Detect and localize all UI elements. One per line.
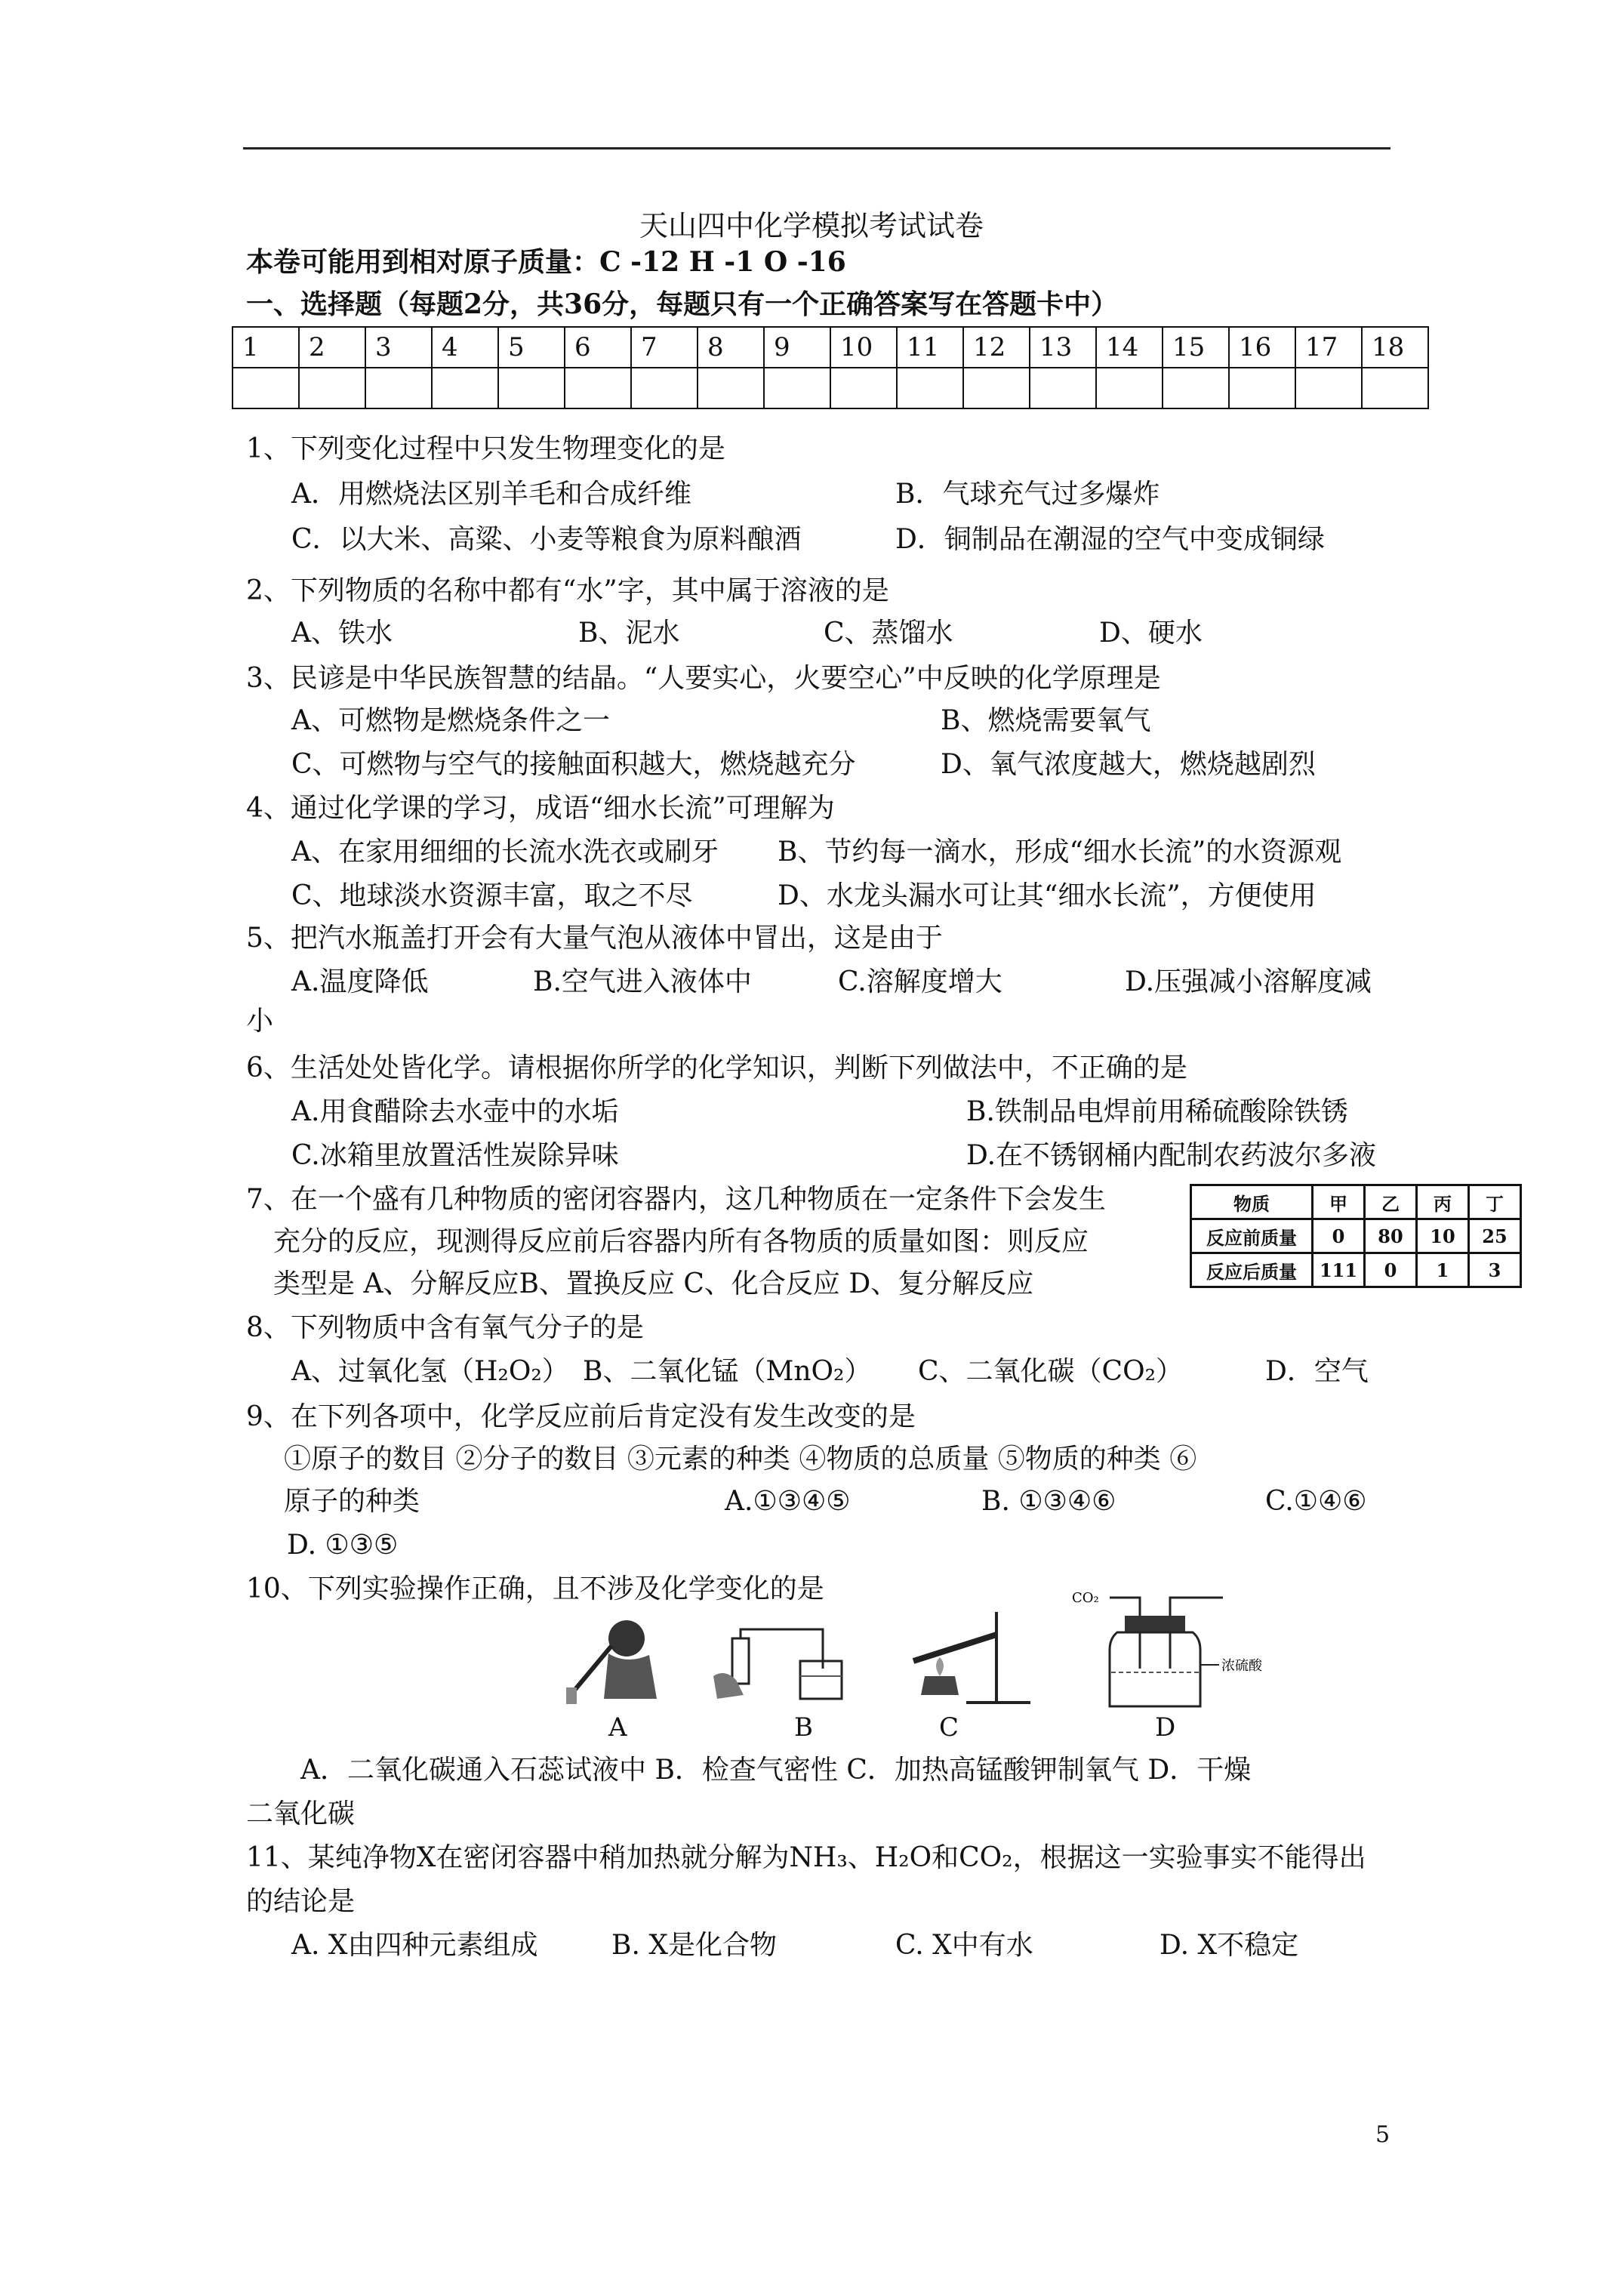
question-5: 5、把汽水瓶盖打开会有大量气泡从液体中冒出，这是由于 <box>246 923 943 954</box>
q9-option-a: A.①③④⑤ <box>725 1486 851 1517</box>
grid-number: 16 <box>1229 327 1295 368</box>
mass-cell: 0 <box>1365 1253 1417 1287</box>
q3-option-a: A、可燃物是燃烧条件之一 <box>291 705 610 736</box>
mass-cell: 3 <box>1469 1253 1521 1287</box>
figure-label-b: B <box>794 1712 813 1743</box>
q2-option-d: D、硬水 <box>1099 618 1203 649</box>
mass-cell: 0 <box>1313 1219 1365 1253</box>
grid-number: 12 <box>963 327 1030 368</box>
grid-number: 4 <box>432 327 498 368</box>
grid-number: 17 <box>1295 327 1362 368</box>
mass-cell: 1 <box>1417 1253 1469 1287</box>
question-10: 10、下列实验操作正确，且不涉及化学变化的是 <box>246 1573 824 1604</box>
question-11-line-1: 11、某纯净物X在密闭容器中稍加热就分解为NH₃、H₂O和CO₂，根据这一实验事实不能得出 <box>246 1842 1366 1873</box>
grid-number: 11 <box>897 327 963 368</box>
answer-cell[interactable] <box>1030 368 1096 408</box>
grid-number: 14 <box>1096 327 1163 368</box>
q8-option-b: B、二氧化锰（MnO₂） <box>583 1356 872 1387</box>
acid-label: 浓硫酸 <box>1221 1658 1262 1674</box>
header-rule <box>243 147 1390 149</box>
q5-option-d-wrap: 小 <box>246 1006 274 1037</box>
q3-option-d: D、氧气浓度越大，燃烧越剧烈 <box>941 749 1316 780</box>
q9-statements-wrap: 原子的种类 <box>284 1486 420 1517</box>
grid-number: 9 <box>764 327 830 368</box>
question-7-line-2: 充分的反应，现测得反应前后容器内所有各物质的质量如图：则反应 <box>273 1226 1089 1257</box>
mass-table-header: 物质 <box>1191 1185 1313 1219</box>
answer-cell[interactable] <box>365 368 432 408</box>
answer-cell[interactable] <box>299 368 365 408</box>
q9-option-c: C.①④⑥ <box>1265 1486 1367 1517</box>
answer-cell[interactable] <box>233 368 299 408</box>
mass-table-header: 乙 <box>1365 1185 1417 1219</box>
question-9: 9、在下列各项中，化学反应前后肯定没有发生改变的是 <box>246 1401 916 1432</box>
q9-option-b: B. ①③④⑥ <box>981 1486 1116 1517</box>
mass-cell: 25 <box>1469 1219 1521 1253</box>
q4-option-b: B、节约每一滴水，形成“细水长流”的水资源观 <box>778 837 1342 868</box>
atomic-mass-note: 本卷可能用到相对原子质量：C -12 H -1 O -16 <box>246 246 846 278</box>
answer-cell[interactable] <box>897 368 963 408</box>
figure-d-drying-bottle <box>1049 1586 1291 1714</box>
mass-cell: 111 <box>1313 1253 1365 1287</box>
mass-table-header: 丙 <box>1417 1185 1469 1219</box>
q11-option-d: D. X不稳定 <box>1160 1930 1299 1961</box>
answer-cell[interactable] <box>830 368 897 408</box>
answer-cell[interactable] <box>1163 368 1229 408</box>
question-4: 4、通过化学课的学习，成语“细水长流”可理解为 <box>246 793 835 824</box>
question-6: 6、生活处处皆化学。请根据你所学的化学知识，判断下列做法中，不正确的是 <box>246 1052 1187 1083</box>
q2-option-c: C、蒸馏水 <box>824 618 953 649</box>
mass-row-label: 反应后质量 <box>1191 1253 1313 1287</box>
mass-table-header: 甲 <box>1313 1185 1365 1219</box>
figure-b-airtightness <box>710 1623 845 1706</box>
q1-option-b: B．气球充气过多爆炸 <box>895 479 1160 510</box>
q9-option-d: D. ①③⑤ <box>287 1530 399 1561</box>
figure-a-blowing <box>559 1608 687 1706</box>
q5-option-a: A.温度降低 <box>291 966 429 997</box>
q3-option-b: B、燃烧需要氧气 <box>941 705 1151 736</box>
q11-option-a: A. X由四种元素组成 <box>291 1930 538 1961</box>
question-2: 2、下列物质的名称中都有“水”字，其中属于溶液的是 <box>246 575 889 606</box>
q4-option-a: A、在家用细细的长流水洗衣或刷牙 <box>291 837 719 868</box>
q4-option-c: C、地球淡水资源丰富，取之不尽 <box>291 880 693 911</box>
grid-number: 18 <box>1362 327 1428 368</box>
q4-option-d: D、水龙头漏水可让其“细水长流”，方便使用 <box>778 880 1317 911</box>
answer-grid <box>232 326 1429 409</box>
q5-option-b: B.空气进入液体中 <box>533 966 752 997</box>
q6-option-a: A.用食醋除去水壶中的水垢 <box>291 1096 619 1127</box>
answer-cell[interactable] <box>698 368 764 408</box>
answer-cell[interactable] <box>1096 368 1163 408</box>
grid-number: 13 <box>1030 327 1096 368</box>
q5-option-d: D.压强减小溶解度减 <box>1125 966 1372 997</box>
q3-option-c: C、可燃物与空气的接触面积越大，燃烧越充分 <box>291 749 856 780</box>
answer-cell[interactable] <box>498 368 565 408</box>
mass-cell: 10 <box>1417 1219 1469 1253</box>
answer-cell[interactable] <box>963 368 1030 408</box>
figure-label-d: D <box>1155 1712 1176 1743</box>
answer-cell[interactable] <box>631 368 698 408</box>
question-7-line-1: 7、在一个盛有几种物质的密闭容器内，这几种物质在一定条件下会发生 <box>246 1184 1106 1215</box>
exam-title: 天山四中化学模拟考试试卷 <box>639 209 984 242</box>
grid-number: 3 <box>365 327 432 368</box>
section-heading: 一、选择题（每题2分，共36分，每题只有一个正确答案写在答题卡中） <box>246 288 1119 320</box>
q6-option-b: B.铁制品电焊前用稀硫酸除铁锈 <box>966 1096 1348 1127</box>
mass-cell: 80 <box>1365 1219 1417 1253</box>
question-3: 3、民谚是中华民族智慧的结晶。“人要实心，火要空心”中反映的化学原理是 <box>246 663 1161 694</box>
q9-statements: ①原子的数目 ②分子的数目 ③元素的种类 ④物质的总质量 ⑤物质的种类 ⑥ <box>284 1444 1197 1475</box>
grid-number: 5 <box>498 327 565 368</box>
question-7-line-3: 类型是 A、分解反应B、置换反应 C、化合反应 D、复分解反应 <box>273 1268 1034 1299</box>
q5-option-c: C.溶解度增大 <box>838 966 1002 997</box>
q2-option-a: A、铁水 <box>291 618 393 649</box>
page-number: 5 <box>1375 2122 1390 2148</box>
q6-option-d: D.在不锈钢桶内配制农药波尔多液 <box>966 1140 1377 1171</box>
grid-number: 1 <box>233 327 299 368</box>
grid-number: 2 <box>299 327 365 368</box>
q11-option-c: C. X中有水 <box>895 1930 1033 1961</box>
co2-label: CO₂ <box>1072 1590 1099 1606</box>
mass-table <box>1190 1184 1522 1288</box>
q1-option-a: A．用燃烧法区别羊毛和合成纤维 <box>291 479 691 510</box>
question-8: 8、下列物质中含有氧气分子的是 <box>246 1312 644 1343</box>
q6-option-c: C.冰箱里放置活性炭除异味 <box>291 1140 619 1171</box>
answer-cell[interactable] <box>1362 368 1428 408</box>
figure-c-heating <box>883 1608 1034 1706</box>
figure-label-a: A <box>608 1712 627 1743</box>
q2-option-b: B、泥水 <box>578 618 680 649</box>
q8-option-a: A、过氧化氢（H₂O₂） <box>291 1356 569 1387</box>
q8-option-d: D．空气 <box>1265 1356 1369 1387</box>
mass-row-label: 反应前质量 <box>1191 1219 1313 1253</box>
question-11-line-2: 的结论是 <box>246 1886 356 1917</box>
q1-option-c: C．以大米、高粱、小麦等粮食为原料酿酒 <box>291 524 802 555</box>
grid-number: 8 <box>698 327 764 368</box>
grid-number: 6 <box>565 327 631 368</box>
q1-option-d: D．铜制品在潮湿的空气中变成铜绿 <box>895 524 1325 555</box>
answer-cell[interactable] <box>764 368 830 408</box>
grid-number: 15 <box>1163 327 1229 368</box>
grid-number: 7 <box>631 327 698 368</box>
answer-cell[interactable] <box>432 368 498 408</box>
q8-option-c: C、二氧化碳（CO₂） <box>918 1356 1184 1387</box>
q11-option-b: B. X是化合物 <box>611 1930 777 1961</box>
q10-options-wrap: 二氧化碳 <box>246 1798 356 1829</box>
question-1: 1、下列变化过程中只发生物理变化的是 <box>246 433 725 464</box>
figure-label-c: C <box>939 1712 959 1743</box>
mass-table-header: 丁 <box>1469 1185 1521 1219</box>
grid-number: 10 <box>830 327 897 368</box>
q10-options: A．二氧化碳通入石蕊试液中 B．检查气密性 C．加热高锰酸钾制氧气 D．干燥 <box>300 1755 1252 1786</box>
answer-cell[interactable] <box>1229 368 1295 408</box>
answer-cell[interactable] <box>1295 368 1362 408</box>
answer-cell[interactable] <box>565 368 631 408</box>
